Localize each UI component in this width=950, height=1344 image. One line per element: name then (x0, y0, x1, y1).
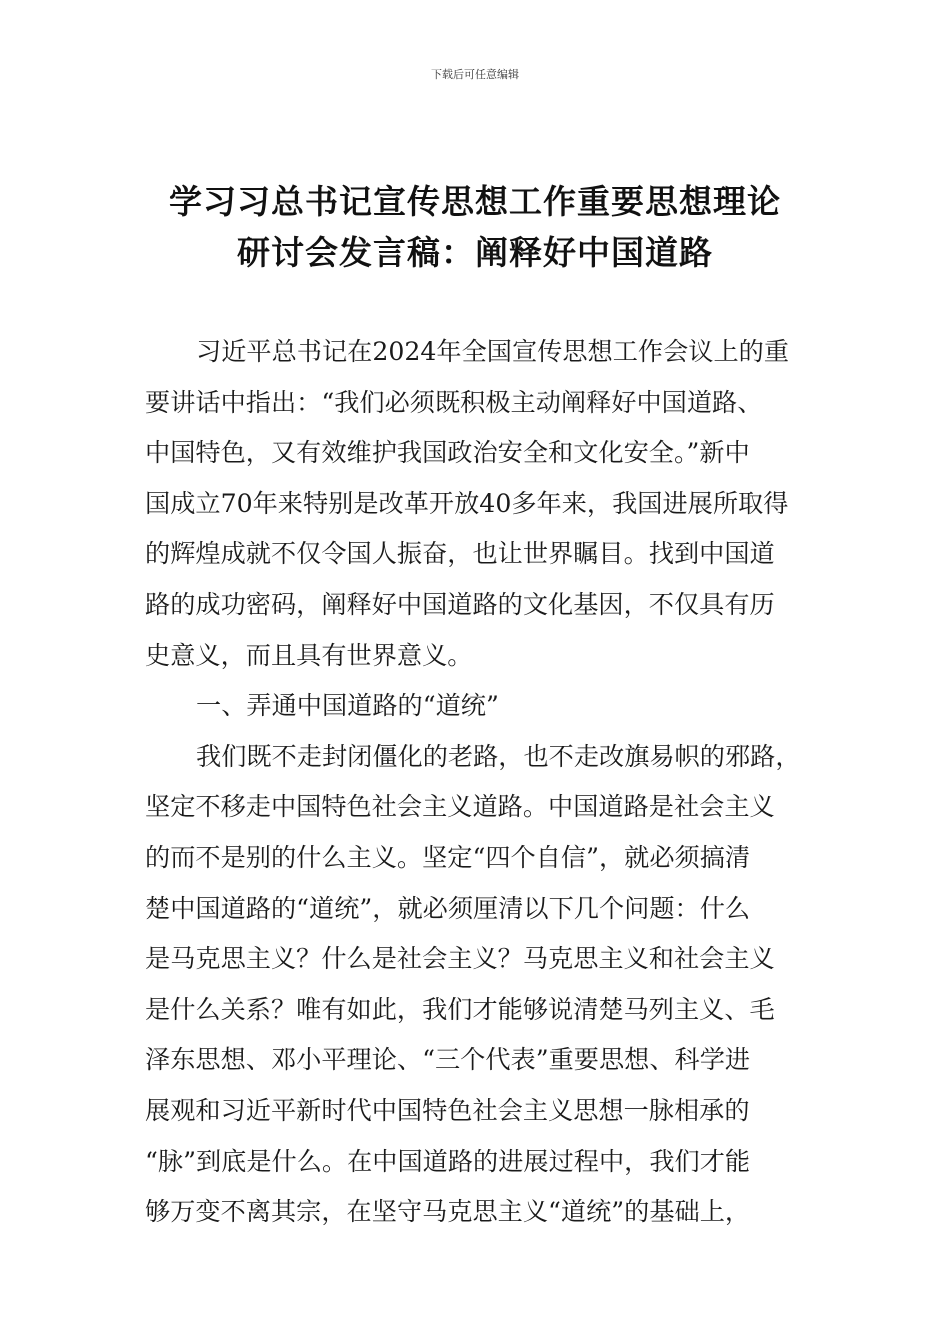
document-title (0, 176, 950, 278)
body-line: 国成立70年来特别是改革开放40多年来，我国进展所取得 (145, 488, 789, 518)
body-line: 是马克思主义？什么是社会主义？马克思主义和社会主义 (145, 944, 775, 974)
header-note: 下载后可任意编辑 (431, 68, 519, 81)
body-line: 的辉煌成就不仅令国人振奋，也让世界瞩目。找到中国道 (145, 539, 775, 569)
body-line: 够万变不离其宗，在坚守马克思主义“道统”的基础上， (145, 1197, 751, 1227)
body-line: 路的成功密码，阐释好中国道路的文化基因，不仅具有历 (145, 589, 775, 619)
body-line: 坚定不移走中国特色社会主义道路。中国道路是社会主义 (145, 792, 775, 822)
body-line: 要讲话中指出：“我们必须既积极主动阐释好中国道路、 (145, 387, 763, 417)
document-body (145, 327, 815, 1238)
title-line-1: 学习习总书记宣传思想工作重要思想理论 (169, 182, 781, 221)
body-line: 的而不是别的什么主义。坚定“四个自信”，就必须搞清 (145, 842, 751, 872)
body-line: 楚中国道路的“道统”，就必须厘清以下几个问题：什么 (145, 893, 751, 923)
body-line: “脉”到底是什么。在中国道路的进展过程中，我们才能 (145, 1146, 751, 1176)
body-line: 是什么关系？唯有如此，我们才能够说清楚马列主义、毛 (145, 994, 775, 1024)
body-line: 泽东思想、邓小平理论、“三个代表”重要思想、科学进 (145, 1045, 751, 1075)
title-line-2: 研讨会发言稿：阐释好中国道路 (237, 233, 713, 272)
body-line: 史意义，而且具有世界意义。 (145, 640, 473, 670)
section-heading: 一、弄通中国道路的“道统” (196, 691, 499, 721)
body-line: 习近平总书记在2024年全国宣传思想工作会议上的重 (196, 337, 790, 366)
body-line: 中国特色，又有效维护我国政治安全和文化安全。”新中 (145, 438, 750, 468)
body-line: 展观和习近平新时代中国特色社会主义思想一脉相承的 (145, 1095, 750, 1125)
body-line: 我们既不走封闭僵化的老路，也不走改旗易帜的邪路， (196, 741, 801, 771)
